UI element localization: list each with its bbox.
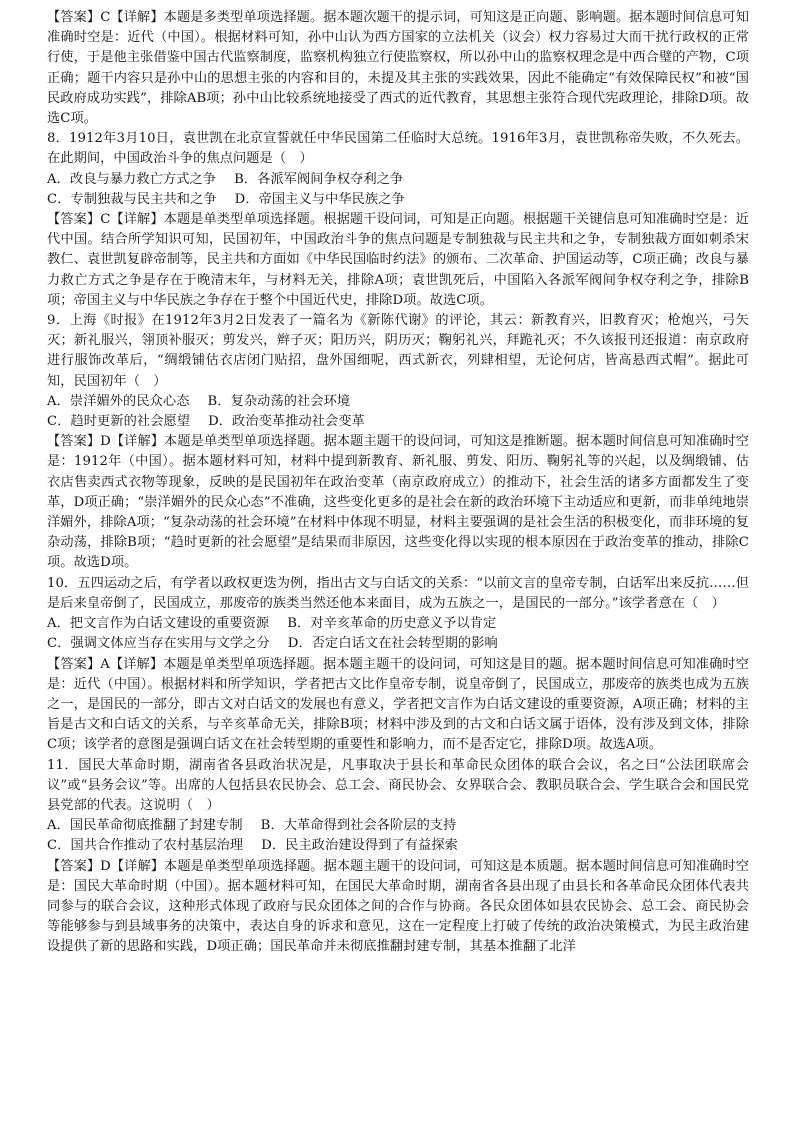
question-stem: 10．五四运动之后，有学者以政权更迭为例，指出古文与白话文的关系：“以前文言的皇帝专制，白话军出来反抗……但是后来皇帝倒了，民国成立，那废帝的族类当然还他本来面目，成为五族之一，是国民的一部分。”该学者意在（ ） [47,575,749,611]
question-options [47,816,749,856]
option-b: B．大革命得到社会各阶层的支持 [260,818,457,834]
option-c: C．专制独裁与民主共和之争 [47,191,217,207]
option-row [47,392,749,412]
question-10 [47,574,749,655]
option-d: D．政治变革推动社会变革 [208,414,365,430]
question-9 [47,311,749,432]
document-page [47,8,749,958]
option-d: D．民主政治建设得到了有益探索 [261,838,458,854]
option-row [47,614,749,634]
option-a: A．崇洋媚外的民众心态 [47,393,190,409]
option-d: D．帝国主义与中华民族之争 [234,191,405,207]
option-a: A．改良与暴力救亡方式之争 [47,171,217,187]
answer-paragraph-9: 【答案】D【详解】本题是单类型单项选择题。据本题主题干的设问词，可知这是推断题。据本题时间信息可知准确时空是：1912年（中国）。据本题材料可知，材料中提到新教育、新礼服、剪发、阳历、鞠躬礼等的兴起，以及绸缎铺、估衣店售卖西式衣物等现象，反映的是民国初年在政治变革（南京政府成立）的推动下，社会生活的诸多方面都发生了变革，D项正确；“崇洋媚外的民众心态”不准确，这些变化更多的是社会在新的政治环境下主动适应和更新，而非单纯地崇洋媚外，排除A项；“复杂动荡的社会环境”在材料中体现不明显，材料主要强调的是社会生活的积极变化，而非环境的复杂动荡，排除B项；“趋时更新的社会愿望”是结果而非原因，这些变化得以实现的根本原因在于政治变革的推动，排除C项。故选D项。 [47,434,750,571]
option-row [47,816,749,836]
option-c: C．国共合作推动了农村基层治理 [47,838,244,854]
option-b: B．复杂动荡的社会环境 [207,393,351,409]
option-a: A．国民革命彻底推翻了封建专制 [47,818,243,834]
option-row [47,170,749,190]
question-stem: 8．1912年3月10日，袁世凯在北京宣誓就任中华民国第二任临时大总统。1916年3月，袁世凯称帝失败，不久死去。在此期间，中国政治斗争的焦点问题是（ ） [47,131,749,167]
option-row [47,190,749,210]
option-row [47,412,749,432]
question-options [47,170,749,210]
question-11 [47,756,749,857]
question-stem: 9．上海《时报》在1912年3月2日发表了一篇名为《新陈代谢》的评论，其云：新教育兴，旧教育灭；枪炮兴，弓矢灭；新礼服兴，翎顶补服灭；剪发兴，辫子灭；阳历兴，阴历灭；鞠躬礼兴，拜跪礼灭；不久该报刊还报道：南京政府进行服饰改革后，“绸缎铺估衣店闭门贴招，盘外国细呢，西式新衣，列肆相望，无论何店，皆高悬西式帽”。据此可知，民国初年（ ） [47,313,749,389]
option-a: A．把文言作为白话文建设的重要资源 [47,616,270,632]
answer-paragraph-8: 【答案】C【详解】本题是单类型单项选择题。根据题干设问词，可知是正向题。根据题干关键信息可知准确时空是：近代中国。结合所学知识可知，民国初年，中国政治斗争的焦点问题是专制独裁与民主共和之争，专制独裁方面如刺杀宋教仁、袁世凯复辟帝制等，民主共和方面如《中华民国临时约法》的颁布、二次革命、护国运动等，C项正确；改良与暴力救亡方式之争是存在于晚清末年，与材料无关，排除A项；袁世凯死后，中国陷入各派军阀间争权夺利之争，排除B项；帝国主义与中华民族之争存在于整个中国近代史，排除D项。故选C项。 [47,212,749,308]
question-options [47,614,749,654]
question-stem: 11．国民大革命时期，湖南省各县政治状况是，凡事取决于县长和革命民众团体的联合会议，名之曰“公法团联席会议”或“县务会议”等。出席的人包括县农民协会、总工会、商民协会、女界联合会、教职员联合会、学生联合会和国民党县党部的代表。这说明（ ） [47,757,749,813]
option-c: C．趋时更新的社会愿望 [47,414,191,430]
answer-paragraph-10: 【答案】A【详解】本题是单类型单项选择题。据本题主题干的设问词，可知这是目的题。据本题时间信息可知准确时空是：近代（中国）。根据材料和所学知识，学者把古文比作皇帝专制，说皇帝倒了，民国成立，那废帝的族类也成为五族之一，是国民的一部分，即古文对白话文的发展也有意义，学者把文言作为白话文建设的重要资源，A项正确；材料的主旨是古文和白话文的关系，与辛亥革命无关，排除B项；材料中涉及到的古文和白话文属于语体，没有涉及到文体，排除C项；该学者的意图是强调白话文在社会转型期的重要性和影响力，而不是否定它，排除D项。故选A项。 [47,656,749,753]
option-d: D．否定白话文在社会转型期的影响 [287,636,498,652]
option-b: B．对辛亥革命的历史意义予以肯定 [287,616,497,632]
option-row [47,836,749,856]
question-options [47,392,749,432]
option-b: B．各派军阀间争权夺利之争 [234,171,404,187]
answer-paragraph-7: 【答案】C【详解】本题是多类型单项选择题。据本题次题干的提示词，可知这是正向题、影响题。据本题时间信息可知准确时空是：近代（中国）。根据材料可知，孙中山认为西方国家的立法机关（议会）权力容易过大而干扰行政权的正常行使，于是他主张借鉴中国古代监察制度，监察机构独立行使监察权，所以孙中山的监察权理念是中西合璧的产物，C项正确；题干内容只是孙中山的思想主张的内容和目的，未提及其主张的实践效果，因此不能确定“有效保障民权”和被“国民政府成功实践”，排除AB项；孙中山比较系统地接受了西式的近代教育，其思想主张符合现代宪政理论，排除D项。故选C项。 [47,10,749,127]
question-8 [47,129,749,210]
option-row [47,634,749,654]
option-c: C．强调文体应当存在实用与文学之分 [47,636,270,652]
answer-paragraph-11: 【答案】D【详解】本题是单类型单项选择题。据本题主题干的设问词，可知这是本质题。据本题时间信息可知准确时空是：国民大革命时期（中国）。据本题材料可知，在国民大革命时期，湖南省各县出现了由县长和各革命民众团体代表共同参与的联合会议，这种形式体现了政府与民众团体之间的合作与协商。各民众团体如县农民协会、总工会、商民协会等能够参与到县域事务的决策中，表达自身的诉求和意见，这在一定程度上打破了传统的政治决策模式，为民主政治建设提供了新的思路和实践，D项正确；国民革命并未彻底推翻封建专制，其基本推翻了北洋 [47,858,749,955]
